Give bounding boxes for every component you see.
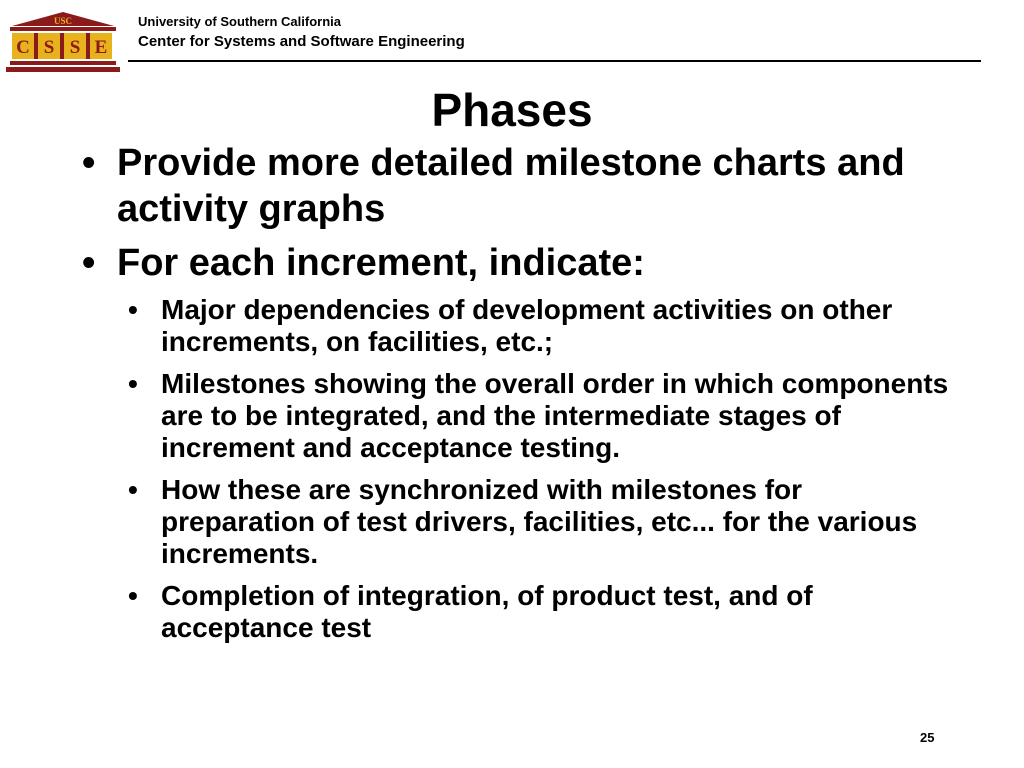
sub-bullet-text: How these are synchronized with milestones for preparation of test drivers, facilities, etc... for the various increments. [161, 474, 918, 569]
logo-letter: S [69, 37, 81, 58]
bullet-item [82, 140, 982, 232]
sub-bullet-text: Completion of integration, of product test, and of acceptance test [161, 580, 813, 643]
logo-letter: C [16, 37, 30, 58]
bullet-list [82, 140, 982, 654]
logo-letter: E [94, 37, 108, 58]
sub-bullet-list [128, 294, 958, 644]
sub-bullet-item [128, 294, 958, 358]
org-center-name: Center for Systems and Software Engineering [138, 33, 465, 50]
slide-title: Phases [431, 84, 593, 136]
sub-bullet-text: Major dependencies of development activities on other increments, on facilities, etc.; [161, 294, 893, 357]
bullet-dot-icon: • [82, 242, 96, 284]
sub-bullet-text: Milestones showing the overall order in which components are to be integrated, and the intermediate stages of increment and acceptance testing. [161, 368, 949, 463]
sub-bullet-item [128, 368, 958, 464]
logo-usc-text: USC [53, 16, 73, 26]
logo-column [60, 33, 64, 59]
sub-bullet-item [128, 580, 958, 644]
logo-letter: S [43, 37, 55, 58]
bullet-dot-icon: • [82, 142, 96, 184]
org-university-name: University of Southern California [138, 14, 341, 29]
logo-base [10, 61, 116, 65]
logo-beam [10, 27, 116, 31]
header-divider [128, 60, 981, 62]
sub-bullet-dot-icon: • [128, 294, 138, 325]
sub-bullet-dot-icon: • [128, 580, 138, 611]
logo-column [34, 33, 38, 59]
sub-bullet-dot-icon: • [128, 474, 138, 505]
sub-bullet-item [128, 474, 958, 570]
bullet-text: For each increment, indicate: [117, 242, 645, 284]
logo-column [86, 33, 90, 59]
bullet-text: Provide more detailed milestone charts and activity graphs [117, 142, 905, 230]
sub-bullet-container [82, 294, 982, 644]
sub-bullet-dot-icon: • [128, 368, 138, 399]
page-number: 25 [920, 730, 935, 745]
bullet-item [82, 240, 982, 286]
csse-logo [6, 10, 120, 74]
logo-base [6, 67, 120, 72]
